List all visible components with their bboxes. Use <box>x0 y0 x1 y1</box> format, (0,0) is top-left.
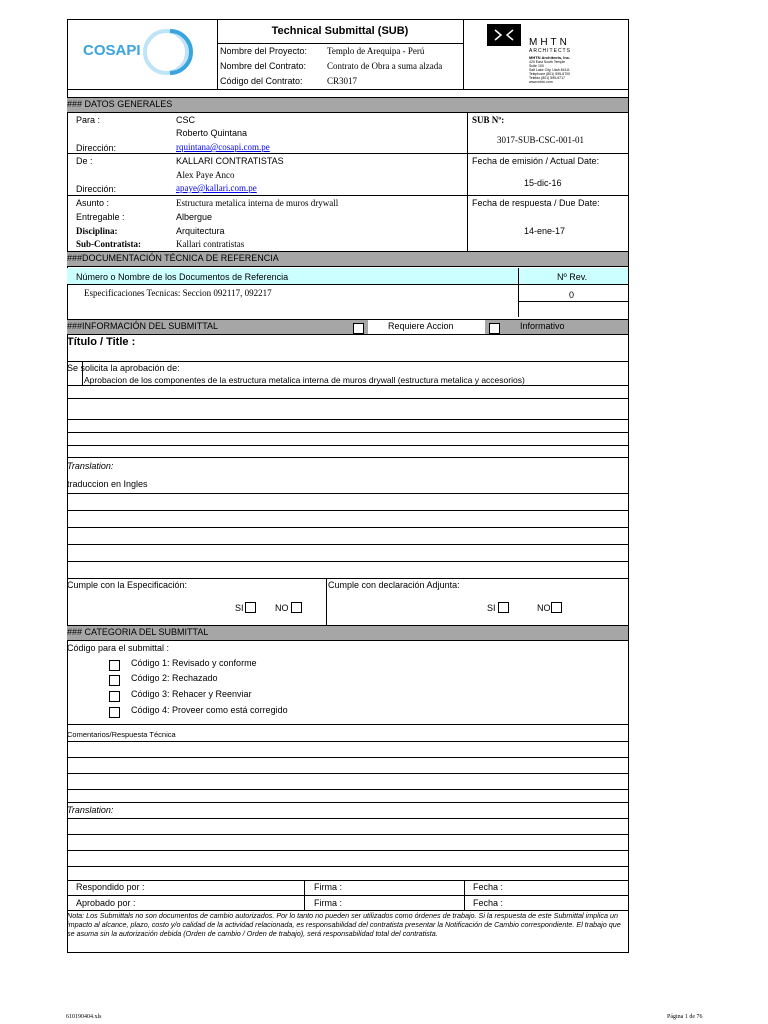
asunto-label: Asunto : <box>76 198 110 208</box>
cosapi-logo <box>80 28 200 76</box>
disciplina-value: Arquitectura <box>176 226 225 236</box>
para-person: Roberto Quintana <box>176 128 248 138</box>
project-label: Nombre del Proyecto: <box>220 46 308 56</box>
cosapi-arc-icon <box>140 26 196 78</box>
contract-name-value: Contrato de Obra a suma alzada <box>327 61 443 71</box>
para-company: CSC <box>176 115 196 125</box>
contract-name-label: Nombre del Contrato: <box>220 61 307 71</box>
form-title: Technical Submittal (SUB) <box>271 25 409 37</box>
decl-no-checkbox[interactable] <box>551 602 562 613</box>
translation-label: Translation: <box>67 461 114 471</box>
mhtn-address-3: Telephone (801) 595-6700 <box>529 72 571 76</box>
de-company: KALLARI CONTRATISTAS <box>176 156 284 166</box>
decl-no-label: NO <box>537 603 551 613</box>
requiere-accion-checkbox[interactable] <box>353 323 364 334</box>
respondido-firma-label: Firma : <box>314 882 342 892</box>
codigo-1-checkbox[interactable] <box>109 660 120 671</box>
para-address-label: Dirección: <box>76 143 117 153</box>
esp-no-checkbox[interactable] <box>291 602 302 613</box>
de-address-label: Dirección: <box>76 184 117 194</box>
mhtn-logo <box>485 24 615 86</box>
mhtn-address-1: Suite 100 <box>529 64 544 68</box>
entregable-label: Entregable : <box>76 212 125 222</box>
disciplina-label: Disciplina: <box>76 226 118 236</box>
codigo-3-checkbox[interactable] <box>109 691 120 702</box>
cosapi-logo-text: COSAPI <box>83 42 141 59</box>
mhtn-name: MHTN <box>529 37 570 48</box>
solicita-label: Se solicita la aprobación de: <box>67 363 180 373</box>
categoria-header-title: ### CATEGORIA DEL SUBMITTAL <box>67 627 209 637</box>
respondido-label: Respondido por : <box>76 882 145 892</box>
codigo-4-label: Código 4: Proveer como está corregido <box>131 705 288 715</box>
emision-value: 15-dic-16 <box>524 178 562 188</box>
mhtn-address-4: Telefax (801) 595-6717 <box>529 76 565 80</box>
mhtn-address-0: 420 East South Temple <box>529 60 566 64</box>
codigo-1-label: Código 1: Revisado y conforme <box>131 658 257 668</box>
asunto-value: Estructura metalica interna de muros drywall <box>176 198 339 208</box>
contract-code-value: CR3017 <box>327 76 358 86</box>
de-label: De : <box>76 156 93 166</box>
sub-number-label: SUB Nº: <box>472 115 505 125</box>
codigo-2-checkbox[interactable] <box>109 675 120 686</box>
contract-code-label: Código del Contrato: <box>220 76 303 86</box>
sub-number-value: 3017-SUB-CSC-001-01 <box>497 135 585 145</box>
para-label: Para : <box>76 115 101 125</box>
titulo-label: Título / Title : <box>67 336 136 348</box>
doc-row-name: Especificaciones Tecnicas: Seccion 092117, 092217 <box>84 288 272 298</box>
mhtn-company: MHTN Architects, Inc. <box>529 55 571 60</box>
translation-value: traduccion en Ingles <box>67 479 148 489</box>
doc-header-title: ###DOCUMENTACIÓN TÉCNICA DE REFERENCIA <box>67 253 279 263</box>
mhtn-mark-icon <box>487 24 521 46</box>
codigo-label: Código para el submittal : <box>67 643 170 653</box>
subcontratista-label: Sub-Contratista: <box>76 239 142 249</box>
nota-text: Nota: Los Submittals no son documentos de cambio autorizados. Por lo tanto no pueden ser utilizados como órdenes de trabajo. Si la respuesta de este Submittal implica un impacto al alcance, plazo, costo y/o calidad de la actividad relacionada, es responsabilidad del contratista presentar la Notificación de Cambio correspondiente. El trabajo que se asuma sin la autorización debida (Orden de cambio / Orden de trabajo), será responsabilidad total del contratista. <box>67 911 621 938</box>
footer-page: Página 1 de 76 <box>667 1014 703 1020</box>
esp-si-checkbox[interactable] <box>245 602 256 613</box>
project-value: Templo de Arequipa - Perú <box>327 46 425 56</box>
decl-si-checkbox[interactable] <box>498 602 509 613</box>
translation-2-label: Translation: <box>67 805 114 815</box>
de-person: Alex Paye Anco <box>176 170 235 180</box>
mhtn-sub: ARCHITECTS <box>529 48 571 54</box>
cumple-declaracion-label: Cumple con declaración Adjunta: <box>328 580 460 590</box>
respuesta-label: Fecha de respuesta / Due Date: <box>472 198 600 208</box>
mhtn-address-2: Salt Lake City, Utah 84111 <box>529 68 570 72</box>
respondido-fecha-label: Fecha : <box>473 882 504 892</box>
aprobado-label: Aprobado por : <box>76 898 136 908</box>
decl-si-label: SI <box>487 603 496 613</box>
doc-col-name: Número o Nombre de los Documentos de Referencia <box>76 272 289 282</box>
codigo-3-label: Código 3: Rehacer y Reenviar <box>131 689 252 699</box>
para-email-link[interactable]: rquintana@cosapi.com.pe <box>176 142 270 152</box>
informativo-checkbox[interactable] <box>489 323 500 334</box>
codigo-4-checkbox[interactable] <box>109 707 120 718</box>
emision-label: Fecha de emisión / Actual Date: <box>472 156 600 166</box>
respuesta-value: 14-ene-17 <box>524 226 566 236</box>
doc-row-rev: 0 <box>569 290 575 300</box>
esp-si-label: SI <box>235 603 244 613</box>
cumple-especificacion-label: Cumple con la Especificación: <box>67 580 188 590</box>
footer-file: 610190404.xls <box>66 1014 102 1020</box>
solicita-description: Aprobacion de los componentes de la estructura metalica interna de muros drywall (estructura metalica y accesorios) <box>84 375 525 385</box>
entregable-value: Albergue <box>176 212 213 222</box>
mhtn-address-5: www.mhtn.com <box>529 80 553 84</box>
datos-generales-title: ### DATOS GENERALES <box>67 99 173 109</box>
aprobado-fecha-label: Fecha : <box>473 898 504 908</box>
subcontratista-value: Kallari contratistas <box>176 239 245 249</box>
requiere-accion-label: Requiere Accion <box>388 321 454 331</box>
codigo-2-label: Código 2: Rechazado <box>131 673 218 683</box>
info-header-title: ###INFORMACIÓN DEL SUBMITTAL <box>67 321 219 331</box>
comentarios-label: Comentarios/Respuesta Técnica <box>67 730 176 739</box>
de-email-link[interactable]: apaye@kallari.com.pe <box>176 183 257 193</box>
doc-col-rev: Nº Rev. <box>557 272 588 282</box>
esp-no-label: NO <box>275 603 289 613</box>
aprobado-firma-label: Firma : <box>314 898 342 908</box>
informativo-label: Informativo <box>520 321 565 331</box>
